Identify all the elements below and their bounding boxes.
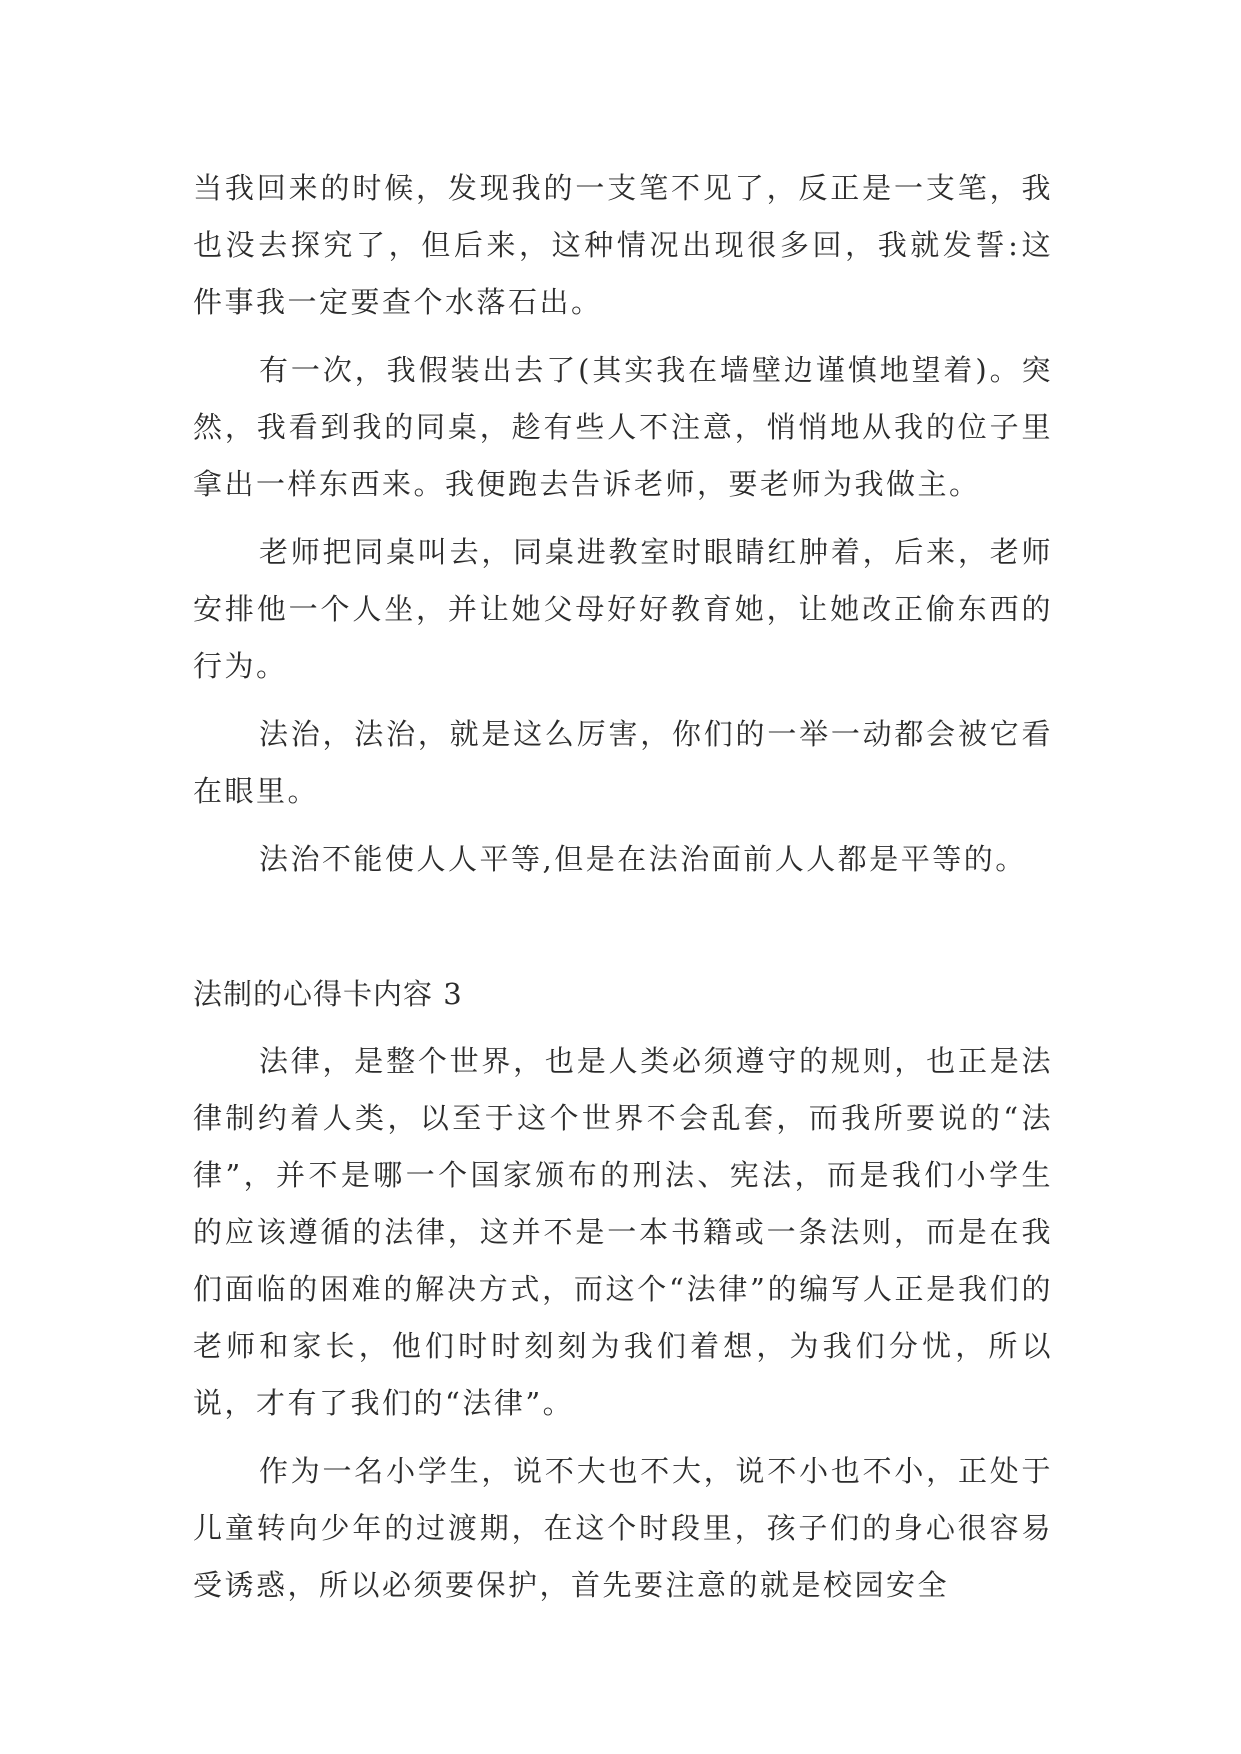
paragraph-equality: 法治不能使人人平等,但是在法治面前人人都是平等的。 bbox=[259, 842, 1027, 876]
paragraph-rule-of-law: 法治，法治，就是这么厉害，你们的一举一动都会被它看在眼里。 bbox=[193, 717, 1053, 808]
paragraph-teacher-action: 老师把同桌叫去，同桌进教室时眼睛红肿着，后来，老师安排他一个人坐，并让她父母好好教育她，让她改正偷东西的行为。 bbox=[193, 535, 1053, 683]
paragraph-student-safety: 作为一名小学生，说不大也不大，说不小也不小，正处于儿童转向少年的过渡期，在这个时段里，孩子们的身心很容易受诱惑，所以必须要保护，首先要注意的就是校园安全 bbox=[193, 1454, 1053, 1602]
document-page bbox=[193, 160, 1053, 1625]
paragraph-pretend-leave: 有一次，我假装出去了(其实我在墙壁边谨慎地望着)。突然，我看到我的同桌，趁有些人不注意，悄悄地从我的位子里拿出一样东西来。我便跑去告诉老师，要老师为我做主。 bbox=[193, 353, 1053, 501]
section-title: 法制的心得卡内容 3 bbox=[193, 977, 463, 1011]
paragraph-law-definition: 法律，是整个世界，也是人类必须遵守的规则，也正是法律制约着人类，以至于这个世界不会乱套，而我所要说的“法律”，并不是哪一个国家颁布的刑法、宪法，而是我们小学生的应该遵循的法律，这并不是一本书籍或一条法则，而是在我们面临的困难的解决方式，而这个“法律”的编写人正是我们的老师和家长，他们时时刻刻为我们着想，为我们分忧，所以说，才有了我们的“法律”。 bbox=[193, 1044, 1053, 1420]
paragraph-pen-missing: 当我回来的时候，发现我的一支笔不见了，反正是一支笔，我也没去探究了，但后来，这种情况出现很多回，我就发誓:这件事我一定要查个水落石出。 bbox=[193, 171, 1053, 319]
